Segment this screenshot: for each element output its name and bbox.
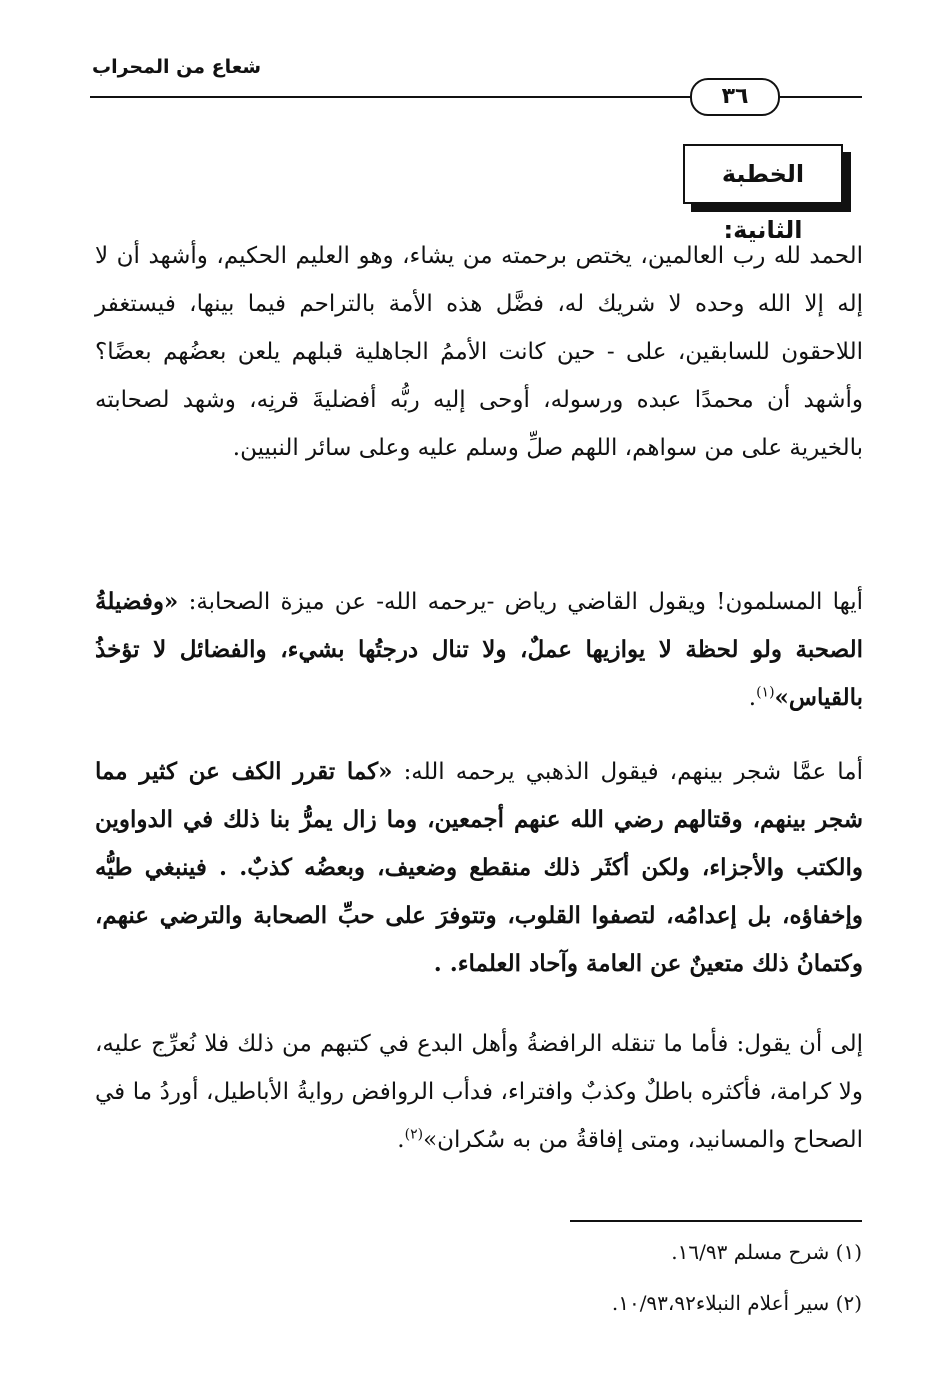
section-title-box	[683, 144, 853, 244]
footnote-2: (٢) سير أعلام النبلاء١٠/٩٣،٩٢.	[611, 1291, 862, 1315]
sentence-end: .	[748, 685, 757, 711]
footnote-ref: (٢)	[404, 1126, 424, 1143]
book-title: شعاع من المحراب	[92, 56, 262, 78]
sentence-end: .	[397, 1127, 405, 1153]
page-number: ٣٦	[690, 78, 780, 116]
footnote-1: (١) شرح مسلم ١٦/٩٣.	[671, 1240, 862, 1264]
paragraph-intro: أيها المسلمون! ويقول القاضي رياض -يرحمه الله- عن ميزة الصحابة:	[188, 589, 864, 615]
paragraph-opening-praise: الحمد لله رب العالمين، يختص برحمته من يشاء، وهو العليم الحكيم، وأشهد أن لا إله إلا الله وحده لا شريك له، فضَّل هذه الأمة بالتراحم فيما بينها، فيستغفر اللاحقون للسابقين، على - حين كانت الأممُ الجاهلية قبلهم يلعن بعضُهم بعضًا؟ وأشهد أن محمدًا عبده ورسوله، أوحى إليه ربُّه أفضليةَ قرنِه، وشهد لصحابته بالخيرية على من سواهم، اللهم صلِّ وسلم عليه وعلى سائر النبيين.	[95, 243, 863, 461]
quote-text: «وفضيلةُ الصحبة ولو لحظة لا يوازيها عملٌ، ولا تنال درجتُها بشيء، والفضائل لا تؤخذُ بالقياس»	[95, 588, 863, 711]
paragraph-body: إلى أن يقول: فأما ما تنقله الرافضةُ وأهل البدع في كتبهم من ذلك فلا نُعرِّج عليه، ولا كرامة، فأكثره باطلٌ وكذبٌ وافتراء، فدأب الروافض روايةُ الأباطيل، أوردُ ما في الصحاح والمسانيد، ومتى إفاقةُ من به سُكران»	[95, 1031, 863, 1153]
paragraph-dhahabi-quote	[95, 748, 863, 988]
paragraph-qadi-quote	[95, 578, 863, 722]
footnote-ref: (١)	[756, 684, 775, 701]
section-title: الخطبة الثانية:	[683, 144, 843, 204]
paragraph-rafida	[95, 1020, 863, 1164]
paragraph-intro: أما عمَّا شجر بينهم، فيقول الذهبي يرحمه الله:	[403, 759, 864, 785]
quote-text: «كما تقرر الكف عن كثير مما شجر بينهم، وقتالهم رضي الله عنهم أجمعين، وما زال يمرُّ بنا ذلك في الدواوين والكتب والأجزاء، ولكن أكثَر ذلك منقطع وضعيف، وبعضُه كذبٌ. . فينبغي طيُّه وإخفاؤه، بل إعدامُه، لتصفوا القلوب، وتتوفرَ على حبِّ الصحابة والترضي عنهم، وكتمانُ ذلك متعينٌ عن العامة وآحاد العلماء. .	[95, 758, 863, 977]
footnote-rule	[570, 1220, 862, 1222]
